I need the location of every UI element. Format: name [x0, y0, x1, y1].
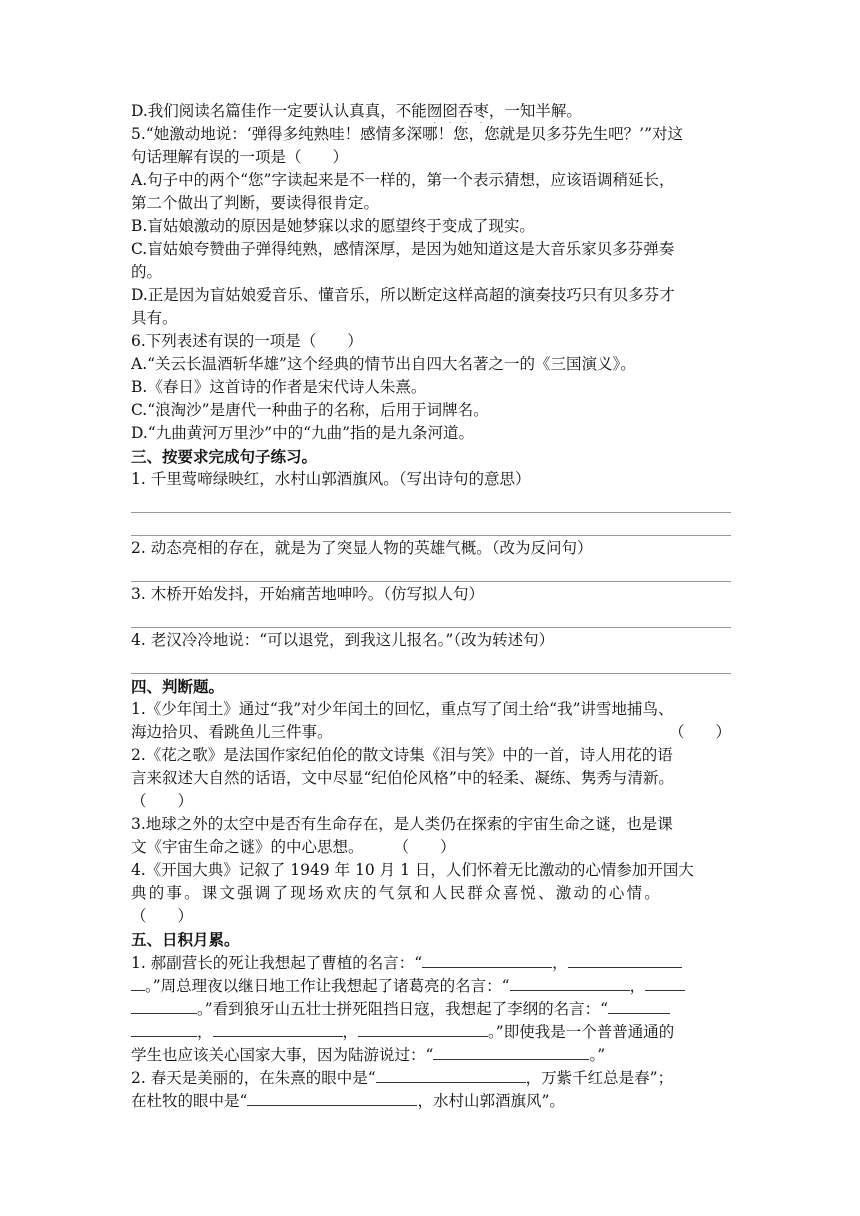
q5-stem-line2: 句话理解有误的一项是（ ）: [131, 148, 349, 166]
s5-blank-5b[interactable]: [131, 1020, 197, 1037]
s4-item2-answer-paren[interactable]: （ ）: [131, 792, 194, 810]
s5-blank-9[interactable]: [376, 1066, 526, 1083]
s5-item2-line2: [131, 1089, 731, 1112]
q6-option-d: D.“九曲黄河万里沙”中的“九曲”指的是九条河道。: [131, 424, 474, 442]
s5-item1-comma-b: ，: [629, 977, 646, 995]
s3-item1-answer-line1[interactable]: [131, 491, 731, 513]
s3-item3-answer-line[interactable]: [131, 606, 731, 628]
s5-item1-comma-d: ，: [342, 1023, 359, 1041]
s4-item1-text: 海边拾贝、看跳鱼儿三件事。: [131, 723, 333, 741]
s5-blank-10[interactable]: [247, 1089, 417, 1106]
section-5-title: 五、日积月累。: [131, 930, 240, 949]
s5-blank-8[interactable]: [433, 1043, 589, 1060]
s5-blank-6[interactable]: [213, 1020, 343, 1037]
q5-stem-line1: 5.“她激动地说：‘弹得多纯熟哇！感情多深哪！您，您就是贝多芬先生吧？’”对这: [131, 125, 683, 143]
s5-blank-3[interactable]: [510, 974, 630, 991]
q6-stem: 6.下列表述有误的一项是（ ）: [131, 332, 363, 350]
section-4-title: 四、判断题。: [131, 677, 225, 696]
s5-blank-2a[interactable]: [568, 951, 682, 968]
q6-option-a: A.“关云长温酒斩华雄”这个经典的情节出自四大名著之一的《三国演义》。: [131, 355, 636, 373]
s4-item2-line2: 言来叙述大自然的话语，文中尽显“纪伯伦风格”中的轻柔、凝练、隽秀与清新。: [131, 769, 674, 787]
s3-item2-answer-line[interactable]: [131, 560, 731, 582]
s3-item2: 2. 动态亮相的存在，就是为了突显人物的英雄气概。（改为反问句）: [131, 539, 593, 557]
q6-option-c: C.“浪淘沙”是唐代一种曲子的名称，后用于词牌名。: [131, 401, 489, 419]
q5-option-a-line2: 第二个做出了判断，要读得很肯定。: [131, 194, 380, 212]
q5-option-c-line2: 的。: [131, 263, 163, 281]
q5-option-b: B.盲姑娘激动的原因是她梦寐以求的愿望终于变成了现实。: [131, 217, 535, 235]
s5-blank-4a[interactable]: [645, 974, 685, 991]
s5-item1-line2: [131, 974, 731, 997]
q5-option-c-line1: C.盲姑娘夸赞曲子弹得纯熟，感情深厚，是因为她知道这是大音乐家贝多芬弹奏: [131, 240, 675, 258]
s5-blank-7[interactable]: [358, 1020, 488, 1037]
s5-item1-line5: [131, 1043, 731, 1066]
s5-item1-comma-a: ，: [552, 954, 568, 972]
s4-item4-line1: 4.《开国大典》记叙了 1949 年 10 月 1 日，人们怀着无比激动的心情参加开国大: [131, 861, 694, 879]
q5-option-d-line1: D.正是因为盲姑娘爱音乐、懂音乐，所以断定这样高超的演奏技巧只有贝多芬才: [131, 286, 675, 304]
s5-item1-line3: [131, 997, 731, 1020]
s5-item1-text-d: 。”即使我是一个普普通通的: [488, 1023, 675, 1041]
s4-item3-text: 文《宇宙生命之谜》的中心思想。: [131, 838, 364, 856]
s3-item1: 1. 千里莺啼绿映红，水村山郭酒旗风。（写出诗句的意思）: [131, 470, 531, 488]
q4-option-d: [131, 100, 731, 123]
s5-item1-text-f: 。”: [589, 1046, 606, 1064]
s3-item4: 4. 老汉冷冷地说：“可以退党，到我这儿报名。”（改为转述句）: [131, 631, 555, 649]
s5-item2-text-c: 在杜牧的眼中是“: [131, 1092, 248, 1110]
s5-blank-5a[interactable]: [608, 997, 670, 1014]
s5-item1-text-e: 学生也应该关心国家大事，因为陆游说过：“: [131, 1046, 434, 1064]
q5-option-d-line2: 具有。: [131, 309, 178, 327]
s5-item1-text-b: 。”周总理夜以继日地工作让我想起了诸葛亮的名言：“: [145, 977, 510, 995]
s4-item2-line1: 2.《花之歌》是法国作家纪伯伦的散文诗集《泪与笑》中的一首，诗人用花的语: [131, 746, 673, 764]
s5-item1-line1: [131, 951, 731, 974]
s4-item4-line2: 典的事。课文强调了现场欢庆的气氛和人民群众喜悦、激动的心情。: [131, 884, 663, 902]
s4-item1-line1: 1.《少年闰土》通过“我”对少年闰土的回忆，重点写了闰土给“我”讲雪地捕鸟、: [131, 700, 674, 718]
s5-item1-text-a: 1. 郝副营长的死让我想起了曹植的名言：“: [131, 954, 423, 972]
s5-blank-4b[interactable]: [131, 997, 197, 1014]
s4-item1-line2: [131, 721, 731, 744]
q6-option-b: B.《春日》这首诗的作者是宋代诗人朱熹。: [131, 378, 427, 396]
s5-item1-line4: [131, 1020, 731, 1043]
q4-option-d-text: D.我们阅读名篇佳作一定要认认真真，不能: [131, 102, 427, 120]
q5-option-a-line1: A.句子中的两个“您”字读起来是不一样的，第一个表示猜想，应该语调稍延长，: [131, 171, 675, 189]
s3-item4-answer-line[interactable]: [131, 652, 731, 674]
s4-item4-answer-paren[interactable]: （ ）: [131, 907, 194, 925]
q4-option-d-end: ，一知半解。: [488, 102, 582, 120]
s5-item1-text-c: 。”看到狼牙山五壮士拼死阻挡日寇，我想起了李纲的名言：“: [197, 1000, 609, 1018]
s3-item3: 3. 木桥开始发抖，开始痛苦地呻吟。（仿写拟人句）: [131, 585, 484, 603]
s4-item3-line2: [131, 836, 731, 859]
s5-blank-2b[interactable]: [131, 974, 145, 991]
s3-item1-answer-line2[interactable]: [131, 514, 731, 536]
worksheet-content: [131, 100, 731, 1112]
s5-item2-text-b: ，万紫千红总是春”；: [525, 1069, 674, 1087]
s5-item2-line1: [131, 1066, 731, 1089]
s4-item3-line1: 3.地球之外的太空中是否有生命存在，是人类仍在探索的宇宙生命之谜，也是课: [131, 815, 673, 833]
s5-item2-text-a: 2. 春天是美丽的，在朱熹的眼中是“: [131, 1069, 376, 1087]
s5-blank-1[interactable]: [422, 951, 552, 968]
s5-item2-text-d: ，水村山郭酒旗风”。: [417, 1092, 565, 1110]
section-3-title: 三、按要求完成句子练习。: [131, 447, 318, 466]
s4-item1-answer-paren[interactable]: （ ）: [668, 723, 731, 741]
q4-option-d-idiom: 囫囵吞枣: [426, 102, 489, 120]
s4-item3-answer-paren[interactable]: （ ）: [393, 838, 456, 856]
s5-item1-comma-c: ，: [197, 1023, 213, 1041]
